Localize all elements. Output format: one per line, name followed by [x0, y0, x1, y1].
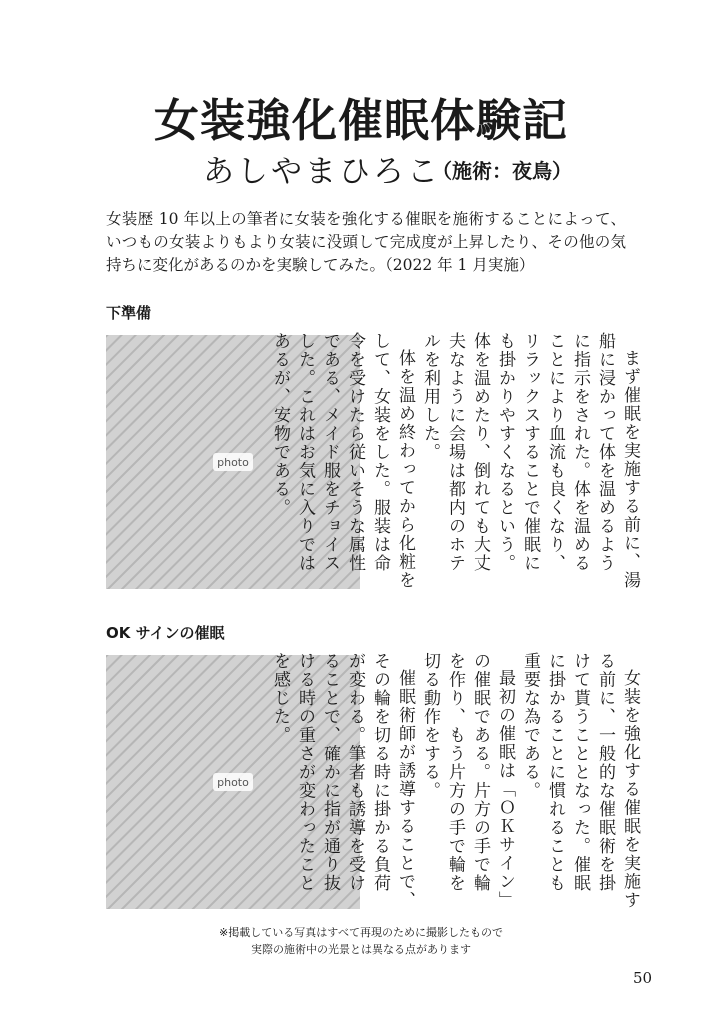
svg-text:photo: photo [217, 776, 249, 789]
author-name: あしやまひろこ [203, 154, 441, 190]
disclaimer-line: 実際の施術中の光景とは異なる点があります [251, 943, 471, 956]
intro-paragraph: 女装歴 10 年以上の筆者に女装を強化する催眠を施術することによって、いつもの女装よりもより女装に没頭して完成度が上昇したり、その他の気持ちに変化があるのかを実験してみた。（2022 年 1 月実施） [106, 210, 626, 274]
disclaimer-line: ※掲載している写真はすべて再現のために撮影したもので [219, 926, 503, 939]
page-number: 50 [633, 969, 653, 987]
paragraph: 女装を強化する催眠を実施する前に、一般的な催眠術を掛けて貰うこととなった。催眠に掛かることに慣れることも重要な為である。 [520, 652, 640, 910]
practitioner-credit: （施術：夜鳥） [432, 159, 572, 183]
section-heading-preparation: 下準備 [106, 304, 152, 322]
svg-text:photo: photo [217, 456, 249, 469]
paragraph: 催眠術師が誘導することで、その輪を切る時に掛かる負荷が変わる。筆者も誘導を受けることで、確かに指が通り抜ける時の重さが変わったことを感じた。 [270, 652, 415, 910]
section-body-preparation [270, 332, 642, 590]
section-heading-ok-sign: OK サインの催眠 [106, 624, 225, 642]
article-title: 女装強化催眠体験記 [153, 94, 568, 147]
paragraph: 体を温め終わってから化粧をして、女装をした。服装は命令を受けたら従いそうな属性である、メイド服をチョイスした。これはお気に入りではあるが、安物である。 [270, 332, 415, 590]
photo-disclaimer [0, 924, 722, 958]
paragraph: 最初の催眠は「ＯＫサイン」の催眠である。片方の手で輪を作り、もう片方の手で輪を切る動作をする。 [420, 652, 515, 910]
section-body-ok-sign [270, 652, 642, 910]
paragraph: まず催眠を実施する前に、湯船に浸かって体を温めるように指示をされた。体を温めることにより血流も良くなり、リラックスすることで催眠にも掛かりやすくなるという。体を温めたり、倒れても大丈夫なように会場は都内のホテルを利用した。 [420, 332, 640, 590]
